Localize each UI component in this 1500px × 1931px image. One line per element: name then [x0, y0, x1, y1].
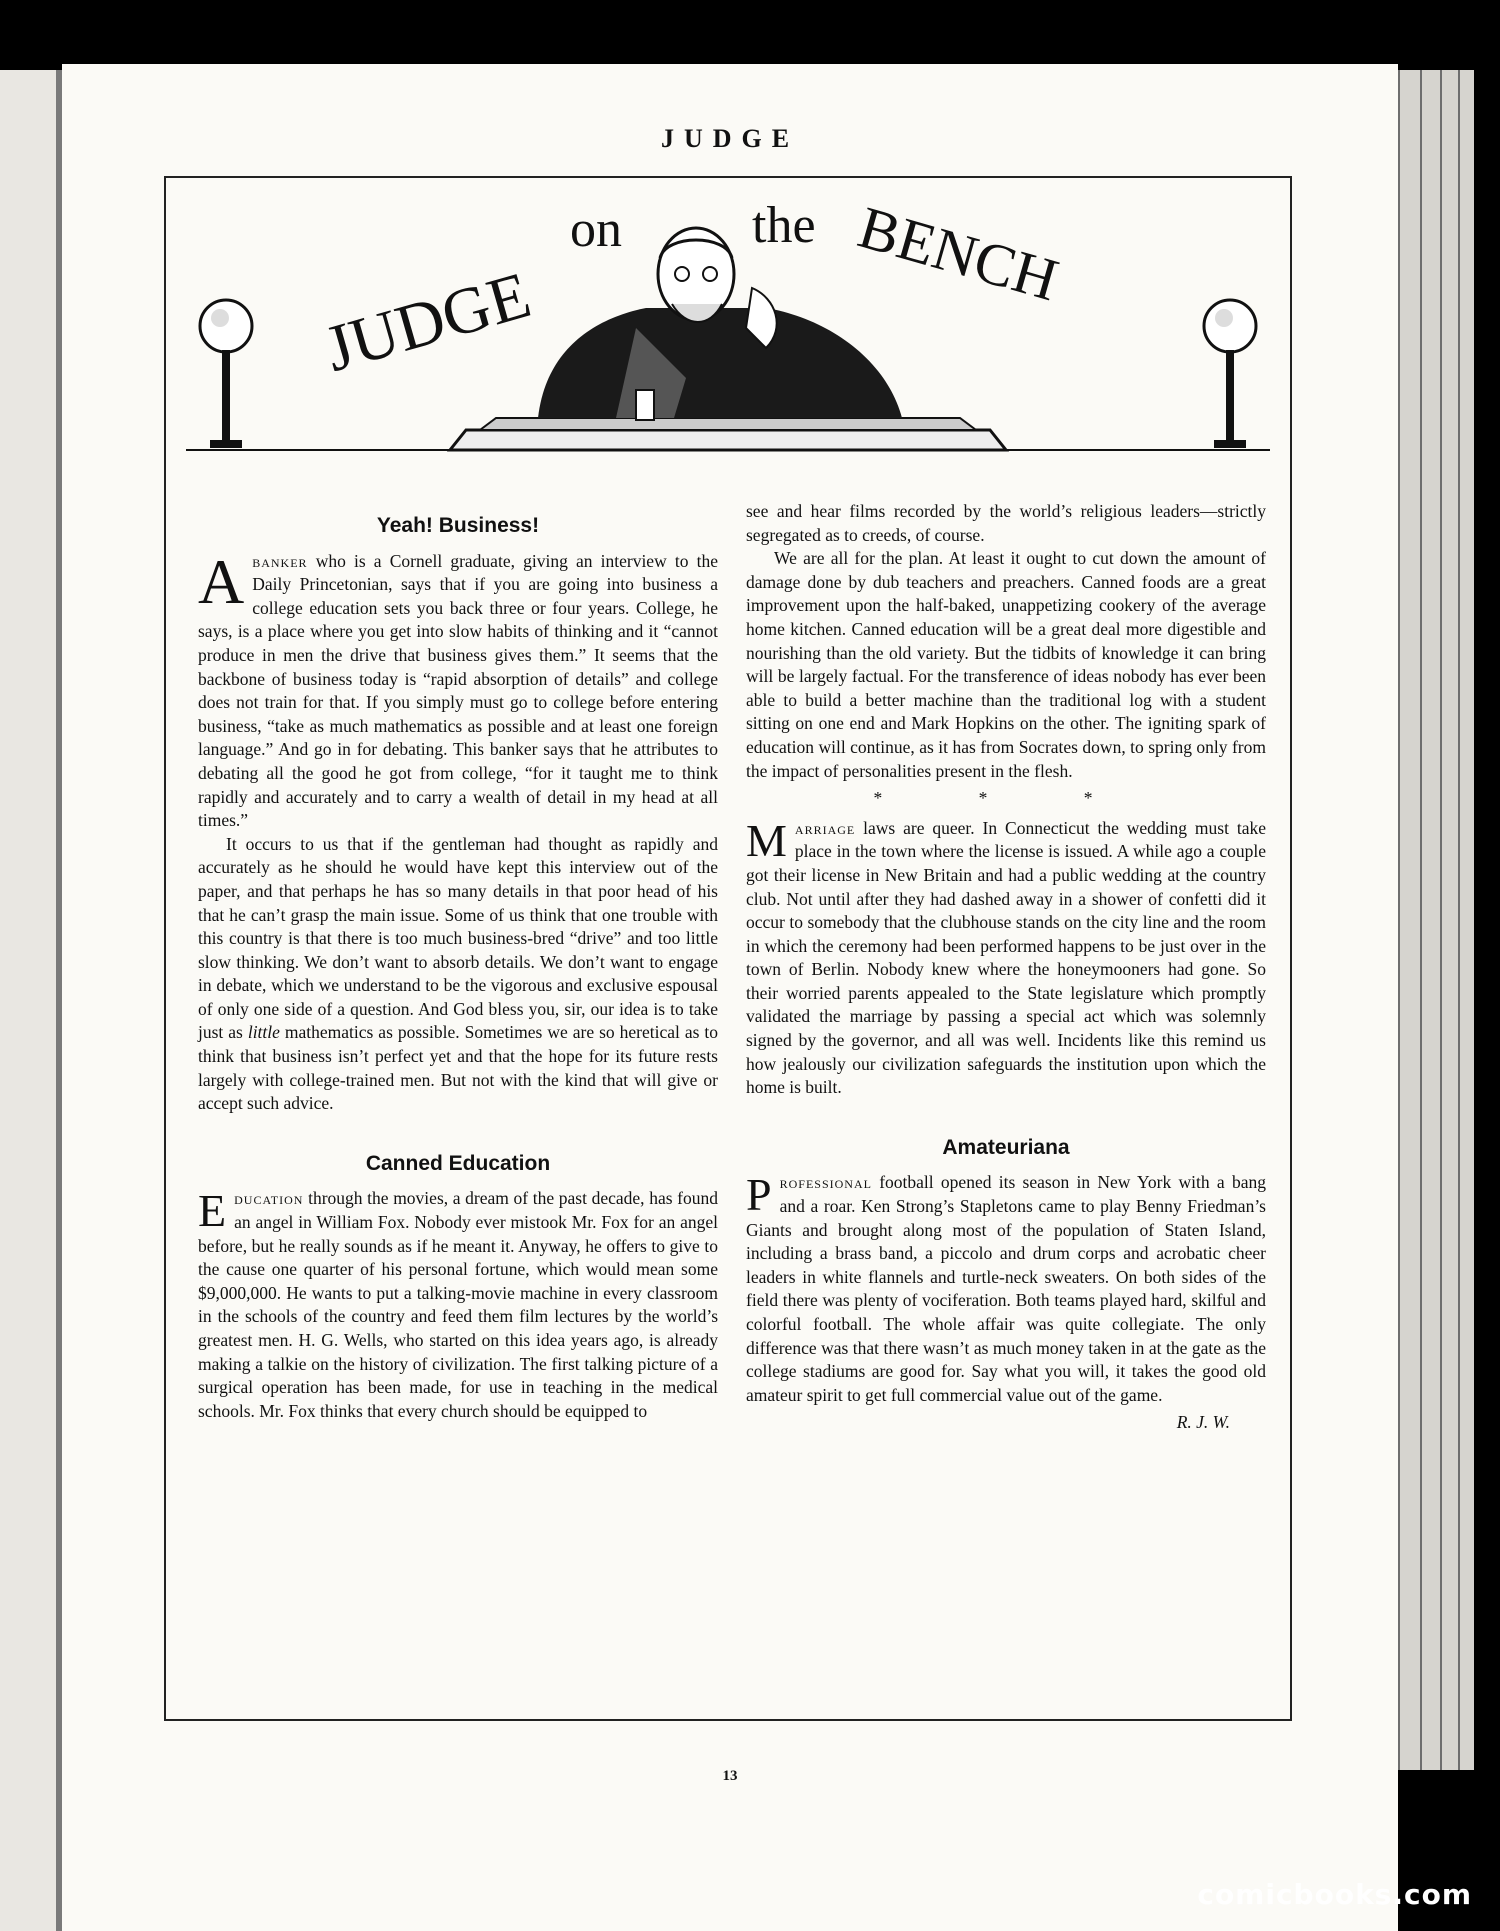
paragraph: Marriage laws are queer. In Connecticut the wedding must take place in the town where the license is issued. A while ago a couple got their license in New Britain and had a public wedding at the country club. Not until after they had dashed away in a shower of confetti did it occur to somebody that the clubhouse stands on the city line and the room in which the ceremony had been performed happens to be just over in the town of Berlin. Nobody knew where the honeymooners had gone. So their worried parents appealed to the State legislature which promptly validated the marriage by passing a special act which was solemnly signed by the governor, and all was well. Incidents like this remind us how jealously our civilization safeguards the institution upon which the home is built.: [746, 814, 1266, 1098]
right-column: [746, 500, 1266, 1435]
page-number: 13: [722, 1768, 738, 1784]
dropcap: A: [198, 545, 245, 617]
author-signature: R. J. W.: [1176, 1412, 1230, 1433]
banner-title-the: the: [752, 197, 816, 254]
banner-title-judge: JUDGE: [317, 258, 539, 387]
paragraph: Abanker who is a Cornell graduate, giving an interview to the Daily Princetonian, says that if you are going into business a college education sets you back three or four years. College, he says, is a place where you get into slow habits of thinking and it “cannot produce in men the drive that business gives them.” It seems that the backbone of business today is “rapid absorption of details” and college does not train for that. If you simply must go to college before entering business, “take as much mathematics as possible and at least one foreign language.” And go in for debating. This banker says that he attributes to debating all the good he got from college, “for it taught me to think rapidly and accurately and to carry a wealth of detail in my head at all times.”: [198, 545, 718, 831]
section-divider: * * *: [873, 788, 1139, 809]
banner-title-on: on: [570, 201, 622, 258]
article-frame: [164, 176, 1292, 1721]
dropcap: P: [746, 1169, 772, 1221]
left-lamp-icon: [200, 300, 252, 448]
heading-yeah-business: Yeah! Business!: [376, 514, 540, 537]
paragraph: We are all for the plan. At least it ought to cut down the amount of damage done by dub teachers and preachers. Canned foods are a great improvement upon the half-baked, unappetizing cookery of the average home kitchen. Canned education will be a great deal more digestible and nourishing than the old variety. But the tidbits of knowledge it can bring will be largely factual. For the transference of ideas nobody has ever been able to build a better machine than the traditional log with a student sitting on one end and Mark Hopkins on the other. The igniting spark of education will continue, as it has from Socrates down, to spring only from the impact of personalities present in the flesh.: [746, 548, 1266, 781]
paragraph: see and hear films recorded by the world’s religious leaders—strictly segregated as to creeds, of course.: [746, 501, 1266, 545]
judge-on-the-bench-illustration: [166, 178, 1290, 498]
left-column: [198, 508, 718, 1423]
paragraph: Professional football opened its season in New York with a bang and a roar. Ken Strong’s Stapletons came to play Benny Friedman’s Giants and brought along most of the population of Staten Island, including a brass band, a piccolo and drum corps and acrobatic cheer leaders in white flannels and turtle-neck sweaters. On both sides of the field there was plenty of vociferation. Both teams played hard, skilful and colorful football. The whole affair was quite collegiate. The only difference was that there wasn’t as much money taken in at the gate as the college stadiums are good for. Say what you will, it takes the good old amateur spirit to get full commercial value out of the game.: [746, 1169, 1266, 1405]
magazine-page: [62, 64, 1398, 1931]
dropcap: E: [198, 1185, 227, 1237]
facing-page-edge: [0, 70, 62, 1931]
heading-amateuriana: Amateuriana: [942, 1135, 1070, 1159]
paragraph: It occurs to us that if the gentleman had thought as rapidly and accurately as he should he would have kept this interview out of the paper, and that perhaps he has so many details in that poor head of his that he can’t grasp the main issue. Some of us think that one trouble with this country is that there is too much business-bred “drive” and too little slow thinking. We don’t want to absorb details. We don’t want to engage in debate, which we understand to be the vigorous and exclusive espousal of only one side of a question. And God bless you, sir, our idea is to take just as little mathematics as possible. Sometimes we are so heretical as to think that business isn’t perfect yet and that the hope for its future rests largely with college-trained men. But not with the kind that will give or accept such advice.: [198, 833, 718, 1114]
banner-title-bench: BENCH: [851, 193, 1066, 314]
watermark: comicbooks.com: [1197, 1878, 1472, 1911]
heading-canned-education: Canned Education: [365, 1151, 551, 1175]
right-lamp-icon: [1204, 300, 1256, 448]
page-stack-edges: [1398, 70, 1500, 1770]
dropcap: M: [746, 814, 787, 866]
paragraph: Education through the movies, a dream of the past decade, has found an angel in William Fox. Nobody ever mistook Mr. Fox for an angel before, but he really sounds as if he meant it. Anyway, he offers to give to the cause one quarter of his personal fortune, which would mean some $9,000,000. He wants to put a talking-movie machine in every classroom in the schools of the country and feed them film lectures by the world’s greatest men. H. G. Wells, who started on this idea years ago, is already making a talkie on the history of civilization. The first talking picture of a surgical operation has been made, for use in teaching in the medical schools. Mr. Fox thinks that every church should be equipped to: [198, 1185, 718, 1421]
masthead: JUDGE: [660, 124, 800, 153]
